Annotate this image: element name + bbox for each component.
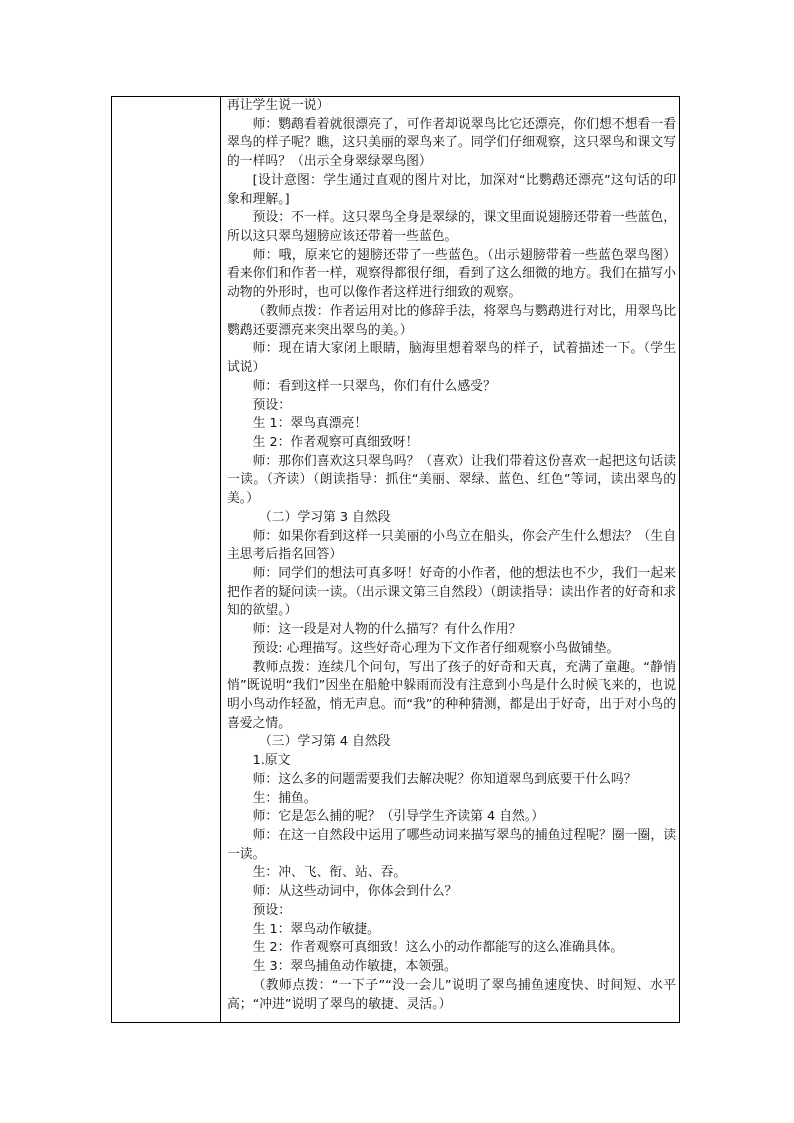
paragraph: 师：鹦鹉看着就很漂亮了，可作者却说翠鸟比它还漂亮，你们想不想看一看翠鸟的样子呢？瞧，这只美丽的翠鸟来了。同学们仔细观察，这只翠鸟和课文写的一样吗？（出示全身翠绿翠鸟图） [227,116,676,170]
paragraph: 生：冲、飞、衔、站、吞。 [252,865,407,881]
paragraph: 生 1：翠鸟动作敏捷。 [252,921,380,937]
paragraph: 师：看到这样一只翠鸟，你们有什么感受？ [252,378,496,394]
table-left-column [112,97,221,1022]
lesson-content-cell [226,97,680,1014]
paragraph: 预设: 心理描写。这些好奇心理为下文作者仔细观察小鸟做铺垫。 [252,640,620,656]
section-heading: （二）学习第 3 自然段 [259,509,391,525]
paragraph: 生 3：翠鸟捕鱼动作敏捷，本领强。 [252,959,457,975]
paragraph: 预设： [252,902,291,918]
paragraph: 1.原文 [252,753,291,769]
paragraph: 师：哦，原来它的翅膀还带了一些蓝色。（出示翅膀带着一些蓝色翠鸟图）看来你们和作者一样，观察得都很仔细，看到了这么细微的地方。我们在描写小动物的外形时，也可以像作者这样进行细致的观察。 [227,247,676,301]
paragraph: 再让学生说一说） [227,98,330,113]
paragraph: 师：它是怎么捕的呢？（引导学生齐读第 4 自然。） [252,809,545,825]
section-heading: （三）学习第 4 自然段 [259,734,391,750]
paragraph: （教师点拨：“一下子”“没一会儿”说明了翠鸟捕鱼速度快、时间短、水平高；“冲进”说明了翠鸟的敏捷、灵活。） [227,977,676,1012]
paragraph: 生 2：作者观察可真细致呀！ [252,434,419,450]
paragraph: 预设：不一样。这只翠鸟全身是翠绿的，课文里面说翅膀还带着一些蓝色，所以这只翠鸟翅膀应该还带着一些蓝色。 [227,210,676,245]
paragraph: 师：同学们的想法可真多呀！好奇的小作者，他的想法也不少，我们一起来把作者的疑问读一读。（出示课文第三自然段）（朗读指导：读出作者的好奇和求知的欲望。） [227,565,676,619]
paragraph: 师：这一段是对人物的什么描写？有什么作用？ [252,622,522,638]
paragraph: 师：这么多的问题需要我们去解决呢？你知道翠鸟到底要干什么吗？ [252,771,637,787]
paragraph: 预设： [252,397,291,413]
paragraph: 师：现在请大家闭上眼睛，脑海里想着翠鸟的样子，试着描述一下。（学生试说） [227,341,676,376]
paragraph: 生：捕鱼。 [252,790,317,806]
paragraph: [设计意图：学生通过直观的图片对比，加深对“比鹦鹉还漂亮”这句话的印象和理解。] [227,172,676,207]
paragraph: 师：那你们喜欢这只翠鸟吗？（喜欢）让我们带着这份喜欢一起把这句话读一读。（齐读）（朗读指导：抓住“美丽、翠绿、蓝色、红色”等词，读出翠鸟的美。） [227,453,676,507]
paragraph: 师：在这一自然段中运用了哪些动词来描写翠鸟的捕鱼过程呢？圈一圈，读一读。 [227,828,676,862]
paragraph: 生 1：翠鸟真漂亮！ [252,416,368,432]
paragraph: （教师点拨：作者运用对比的修辞手法，将翠鸟与鹦鹉进行对比，用翠鸟比鹦鹉还要漂亮来突出翠鸟的美。） [227,303,676,338]
paragraph: 教师点拨：连续几个问句，写出了孩子的好奇和天真，充满了童趣。“静悄悄”既说明“我们”因坐在船舱中躲雨而没有注意到小鸟是什么时候飞来的，也说明小鸟动作轻盈，悄无声息。而“我”的种种猜测，都是出于好奇，出于对小鸟的喜爱之情。 [227,659,676,731]
lesson-table [111,96,680,1023]
paragraph: 师：从这些动词中，你体会到什么？ [252,884,458,900]
paragraph: 师：如果你看到这样一只美丽的小鸟立在船头，你会产生什么想法？（生自主思考后指名回答） [227,528,676,563]
paragraph: 生 2：作者观察可真细致！这么小的动作都能写的这么准确具体。 [252,940,624,956]
